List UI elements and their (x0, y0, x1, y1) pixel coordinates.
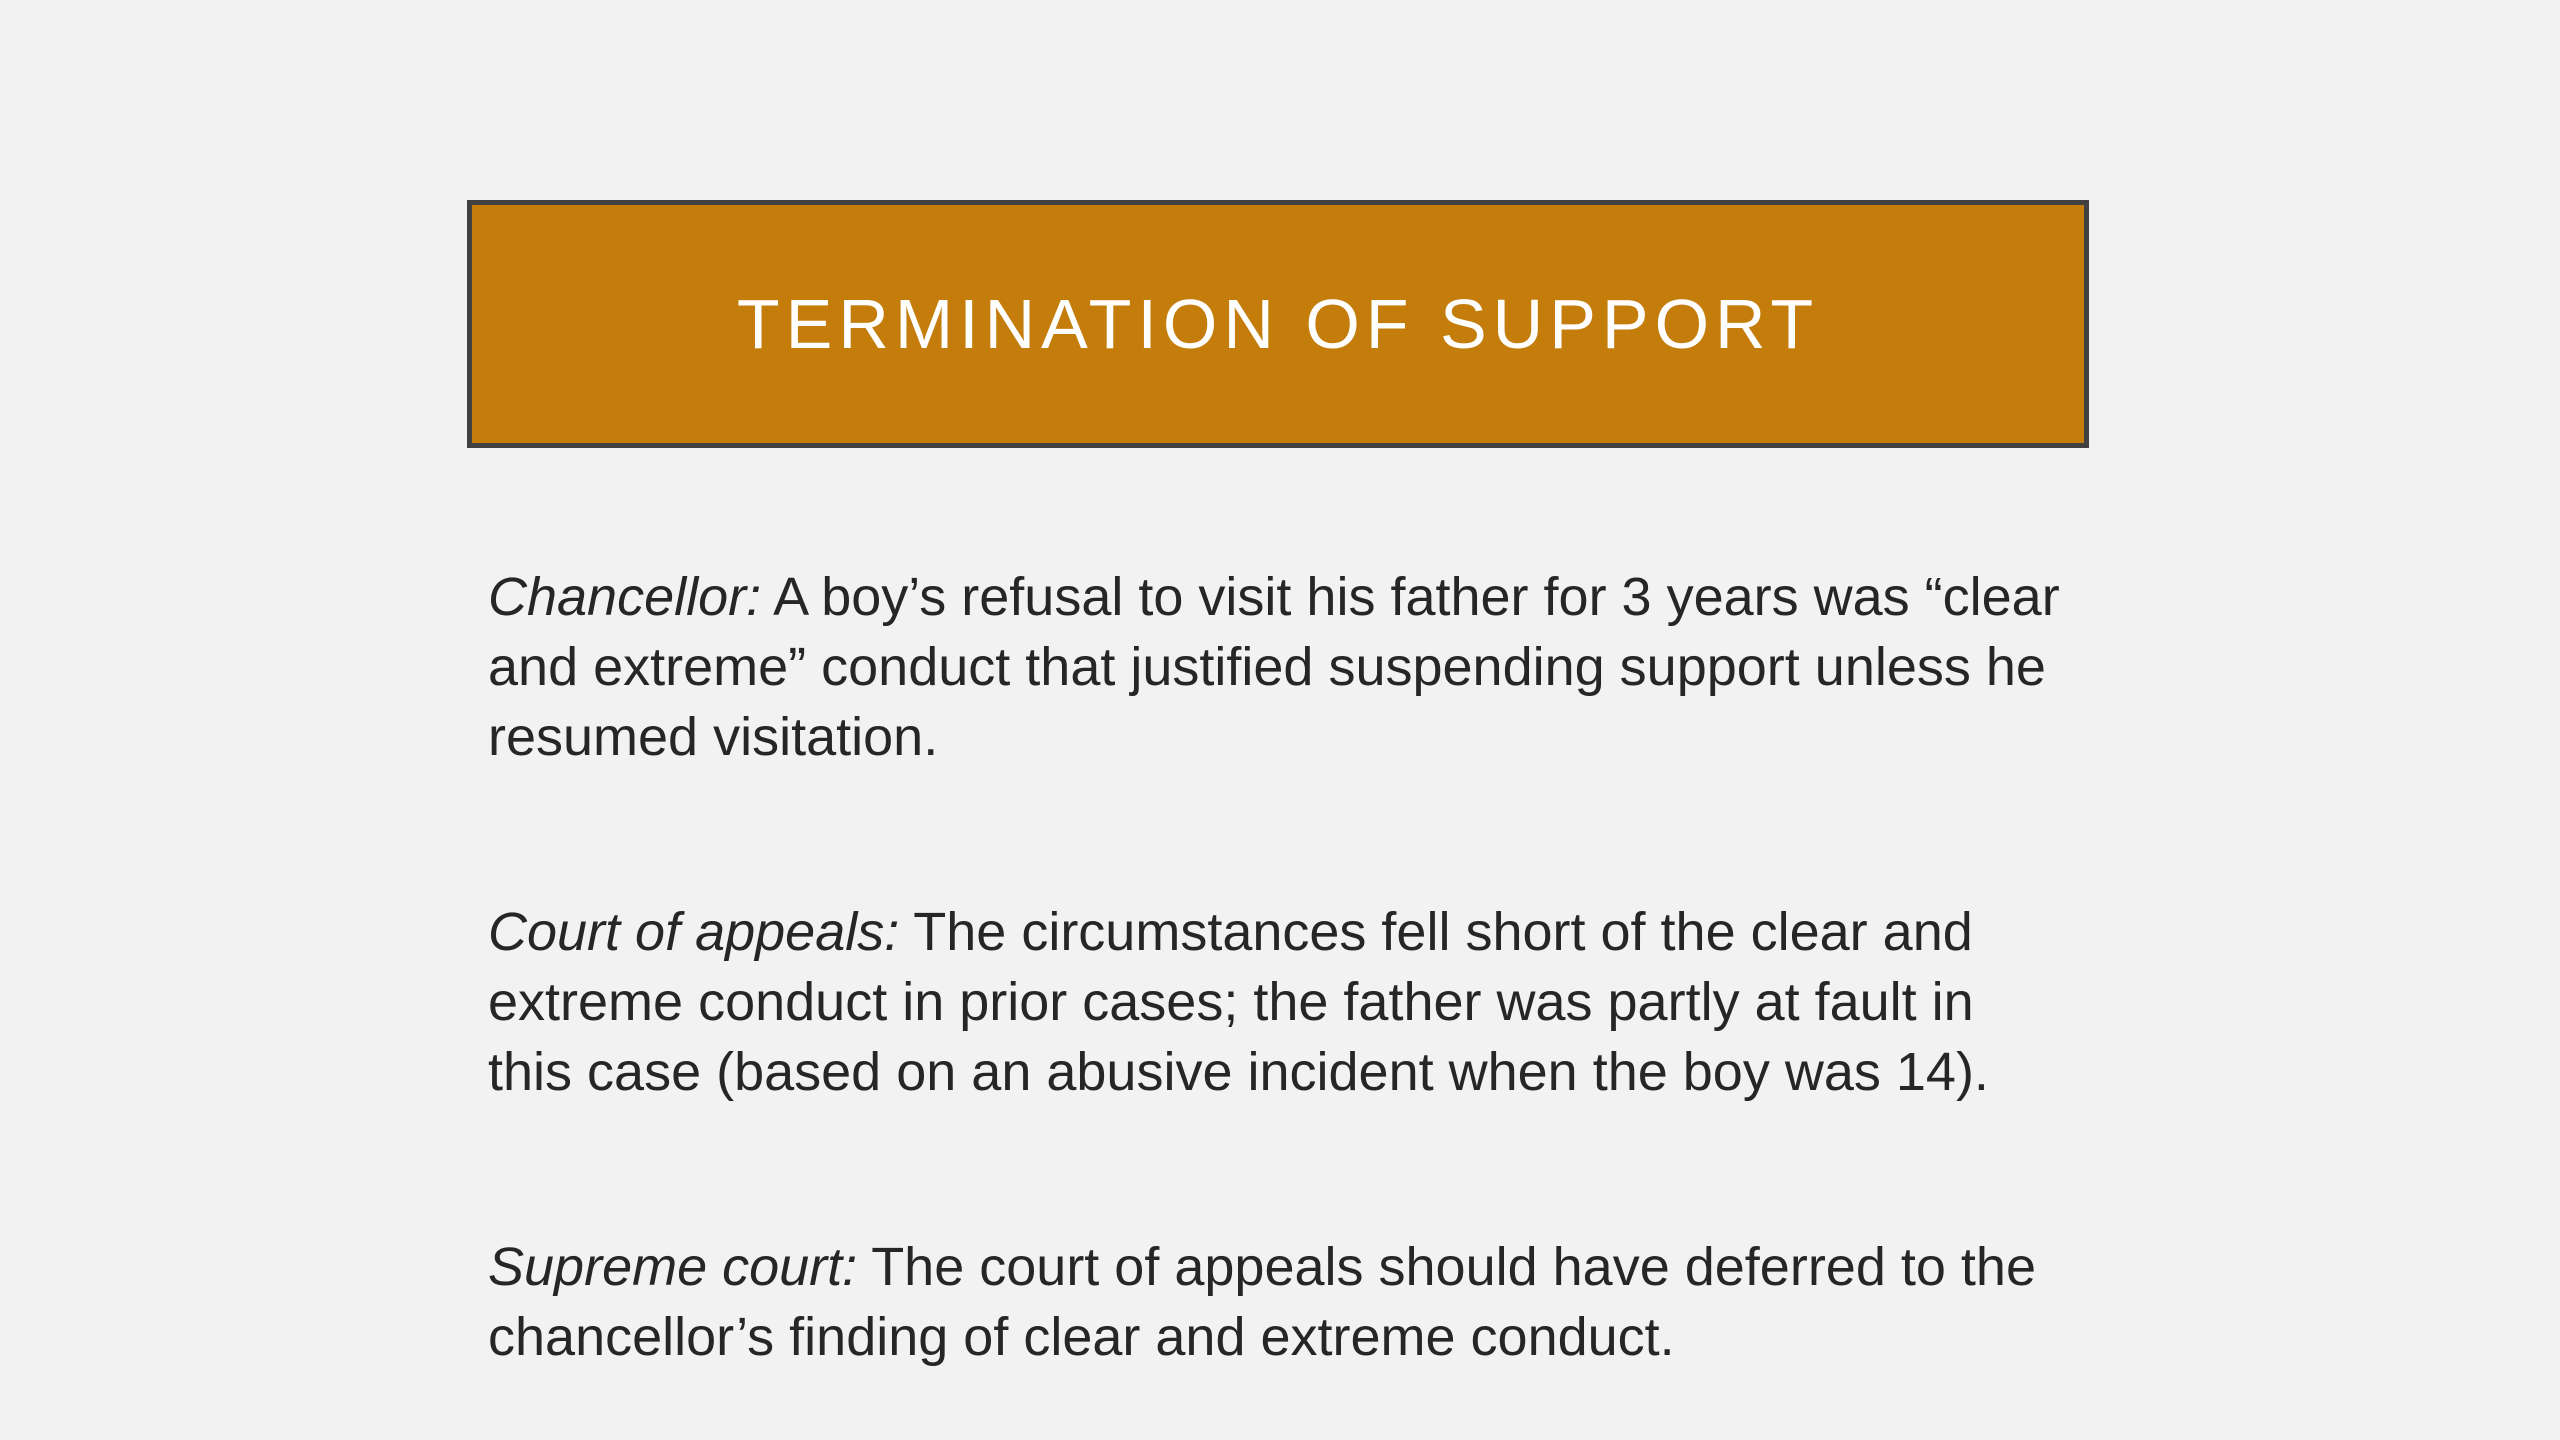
paragraph-text: The circumstances fell short of the clear and extreme conduct in prior cases; the father was partly at fault in this case (based on an abusive incident when the boy was 14). (488, 902, 1989, 1102)
paragraph-court-of-appeals (488, 897, 2068, 1107)
title-banner (467, 200, 2089, 448)
paragraph-chancellor (488, 562, 2068, 772)
paragraph-label: Supreme court: (488, 1237, 858, 1297)
slide-body (488, 562, 2068, 1372)
paragraph-text: The court of appeals should have deferred to the chancellor’s finding of clear and extreme conduct. (488, 1237, 2036, 1367)
paragraph-label: Chancellor: (488, 567, 762, 627)
paragraph-supreme-court (488, 1232, 2068, 1372)
paragraph-label: Court of appeals: (488, 902, 900, 962)
slide-title: TERMINATION OF SUPPORT (736, 285, 1820, 363)
paragraph-text: A boy’s refusal to visit his father for 3 years was “clear and extreme” conduct that justified suspending support unless he resumed visitation. (488, 567, 2060, 767)
